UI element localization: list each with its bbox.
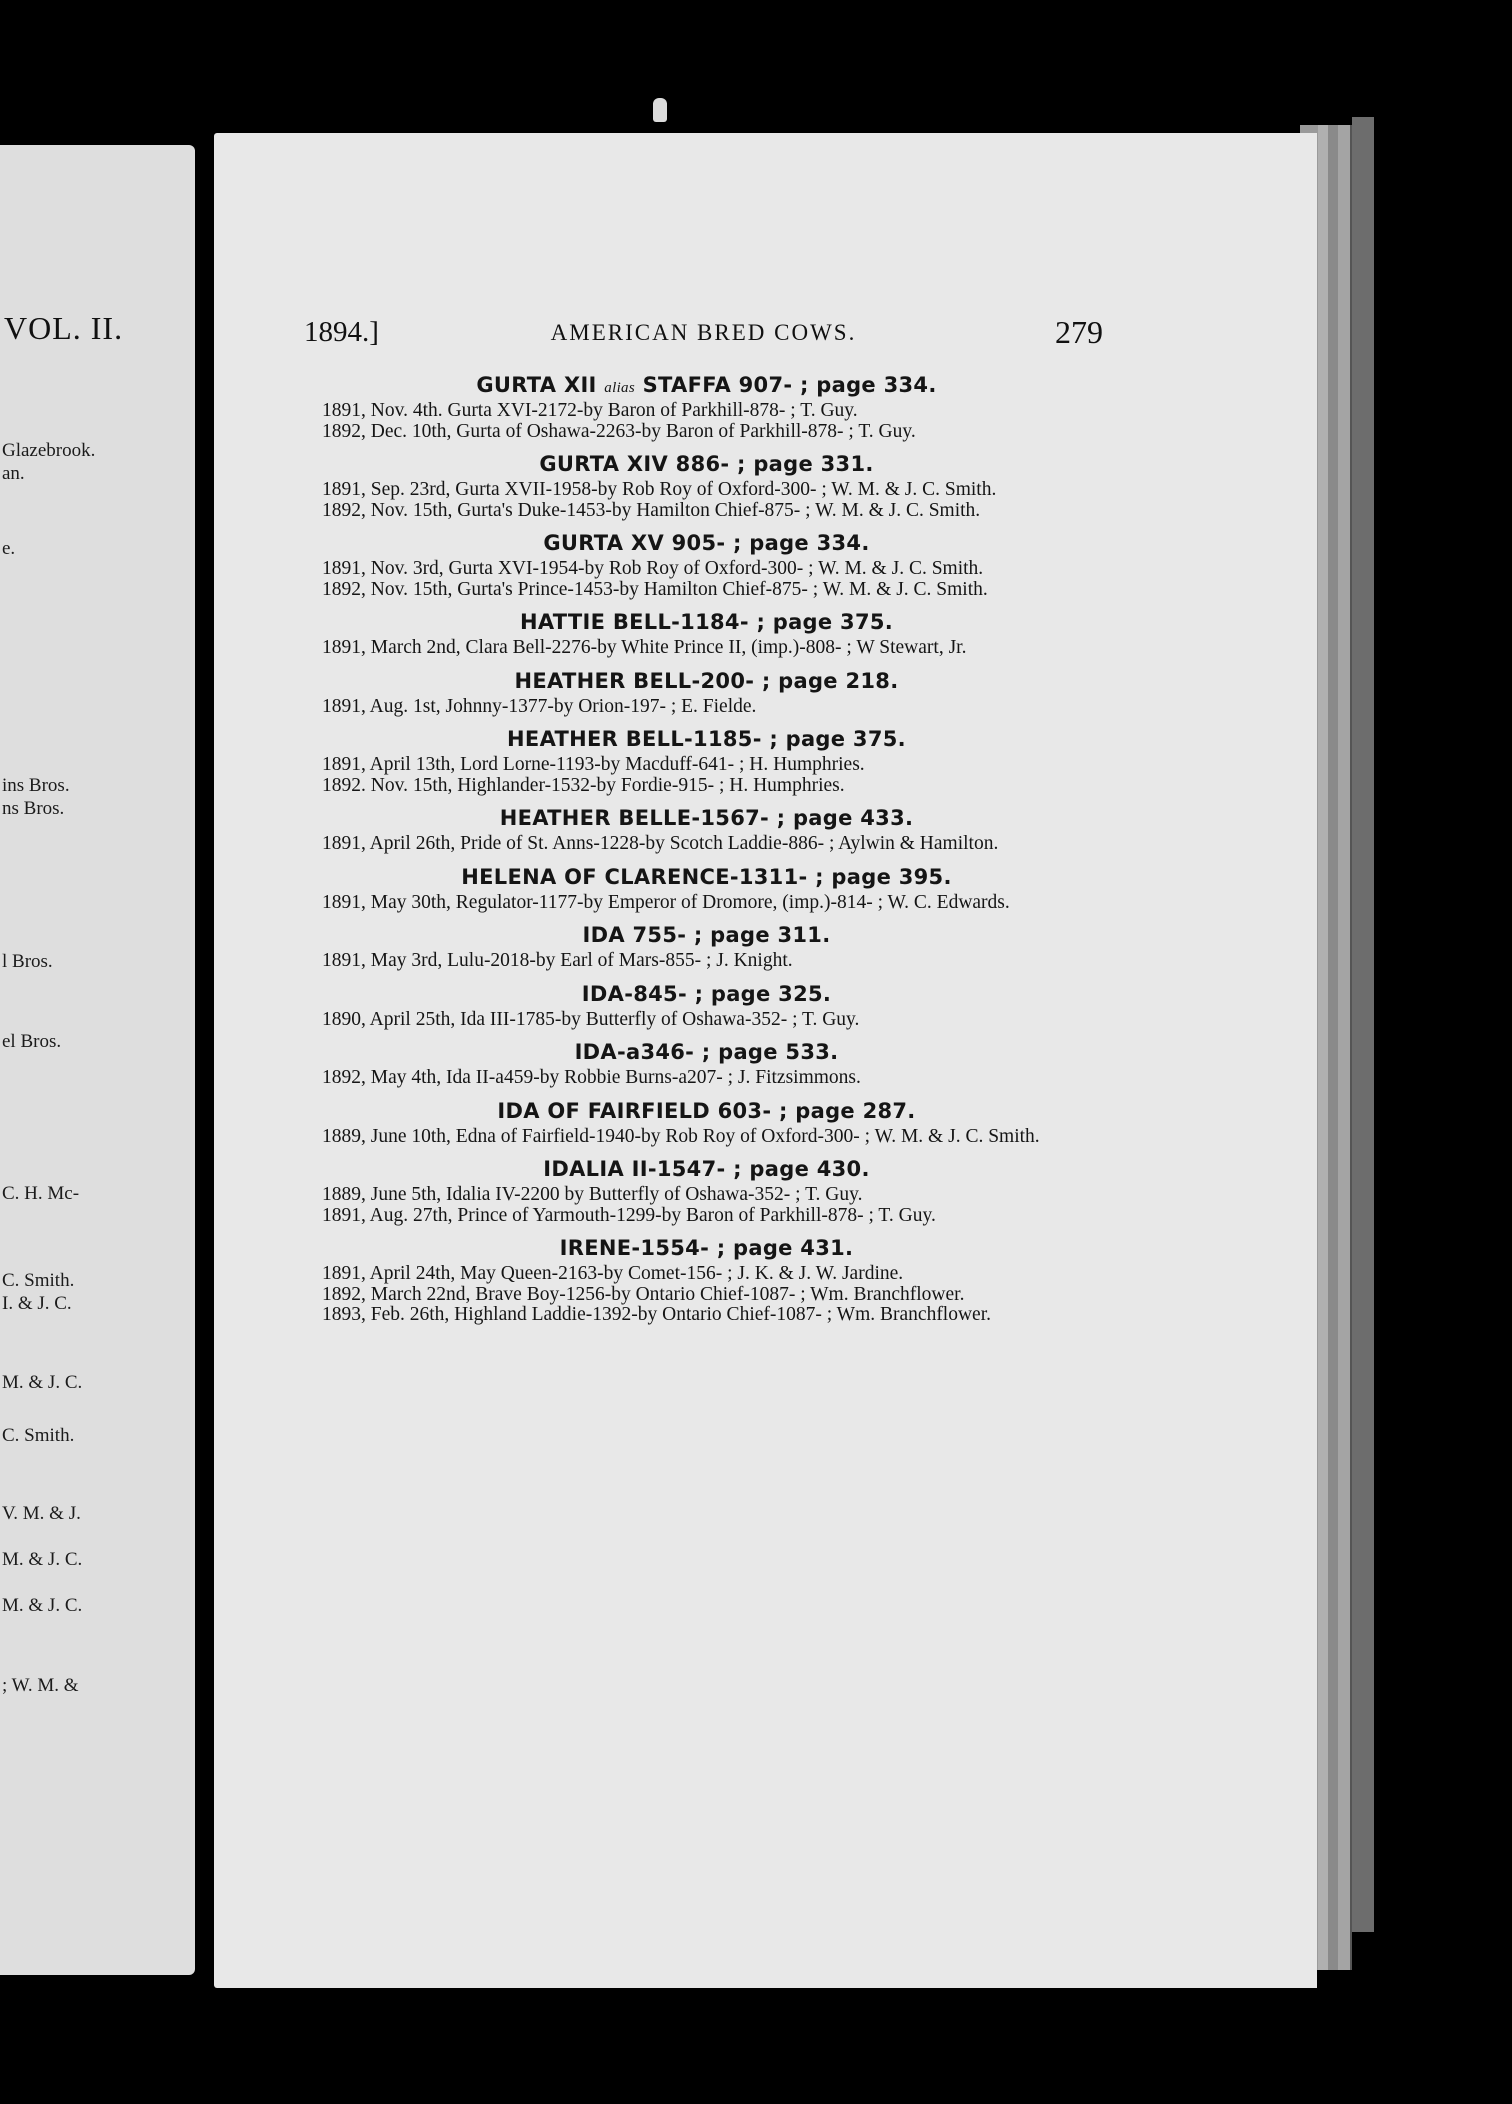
breeding-record: 1892, March 22nd, Brave Boy-1256-by Ontario Chief-1087- ; Wm. Branchflower.: [322, 1283, 965, 1305]
left-page-fragment: V. M. & J.: [2, 1503, 81, 1524]
entry-heading: GURTA XIV 886- ; page 331.: [539, 452, 874, 476]
header-year: 1894.]: [304, 316, 379, 348]
entry-heading: IDA-a346- ; page 533.: [574, 1040, 839, 1064]
breeding-record: 1892, May 4th, Ida II-a459-by Robbie Burns-a207- ; J. Fitzsimmons.: [322, 1067, 861, 1088]
breeding-record: 1892, Nov. 15th, Gurta's Prince-1453-by Hamilton Chief-875- ; W. M. & J. C. Smith.: [322, 578, 988, 600]
left-page-fragment: e.: [2, 538, 16, 559]
entry-heading: HEATHER BELL-200- ; page 218.: [514, 668, 899, 693]
running-header: [304, 316, 1103, 354]
book-cover-edge: [1352, 117, 1374, 1932]
entry-heading: IDALIA II-1547- ; page 430.: [543, 1157, 870, 1181]
left-page-fragment: ; W. M. &: [2, 1675, 79, 1696]
entry-heading: IRENE-1554- ; page 431.: [559, 1236, 854, 1260]
breeding-record: 1889, June 5th, Idalia IV-2200 by Butterfly of Oshawa-352- ; T. Guy.: [322, 1184, 863, 1205]
breeding-record: 1889, June 10th, Edna of Fairfield-1940-by Rob Roy of Oxford-300- ; W. M. & J. C. Smith.: [322, 1125, 1040, 1147]
left-page-fragment: Glazebrook.: [2, 440, 96, 461]
breeding-record: 1891, May 30th, Regulator-1177-by Emperor of Dromore, (imp.)-814- ; W. C. Edwards.: [322, 891, 1010, 913]
page-number: 279: [1055, 314, 1103, 350]
left-page-fragment: C. Smith.: [2, 1425, 75, 1446]
breeding-record: 1891, April 13th, Lord Lorne-1193-by Macduff-641- ; H. Humphries.: [322, 754, 865, 775]
breeding-record: 1891, Nov. 4th. Gurta XVI-2172-by Baron of Parkhill-878- ; T. Guy.: [322, 400, 858, 421]
left-page-fragment: M. & J. C.: [2, 1372, 83, 1393]
left-page-fragment: ns Bros.: [2, 798, 65, 819]
entry-heading: HATTIE BELL-1184- ; page 375.: [519, 610, 894, 634]
entry-heading: HEATHER BELL-1185- ; page 375.: [507, 727, 906, 751]
page-edge: [1338, 125, 1352, 1970]
breeding-record: 1891, Sep. 23rd, Gurta XVII-1958-by Rob Roy of Oxford-300- ; W. M. & J. C. Smith.: [322, 479, 997, 500]
left-page-fragment: I. & J. C.: [2, 1293, 72, 1314]
breeding-record: 1892, Dec. 10th, Gurta of Oshawa-2263-by Baron of Parkhill-878- ; T. Guy.: [322, 420, 916, 442]
breeding-record: 1891, Nov. 3rd, Gurta XVI-1954-by Rob Roy of Oxford-300- ; W. M. & J. C. Smith.: [322, 558, 984, 579]
breeding-record: 1893, Feb. 26th, Highland Laddie-1392-by Ontario Chief-1087- ; Wm. Branchflower.: [322, 1304, 992, 1325]
breeding-record: 1890, April 25th, Ida III-1785-by Butterfly of Oshawa-352- ; T. Guy.: [322, 1008, 860, 1030]
left-page-fragment: M. & J. C.: [2, 1595, 83, 1616]
left-page-fragment: M. & J. C.: [2, 1549, 83, 1570]
entry-alias-name: STAFFA: [642, 373, 732, 397]
breeding-record: 1891, May 3rd, Lulu-2018-by Earl of Mars-855- ; J. Knight.: [322, 950, 793, 971]
right-page: [214, 133, 1317, 1988]
breeding-record: 1891, April 26th, Pride of St. Anns-1228-by Scotch Laddie-886- ; Aylwin & Hamilton.: [322, 833, 999, 854]
header-title: AMERICAN BRED COWS.: [550, 320, 857, 345]
breeding-record: 1892. Nov. 15th, Highlander-1532-by Fordie-915- ; H. Humphries.: [322, 774, 845, 796]
breeding-record: 1891, Aug. 1st, Johnny-1377-by Orion-197- ; E. Fielde.: [322, 695, 757, 717]
alias-word: alias: [604, 380, 635, 396]
entry-heading: GURTA XV 905- ; page 334.: [543, 531, 870, 555]
left-page-fragment: C. Smith.: [2, 1270, 75, 1291]
breeding-record: 1891, Aug. 27th, Prince of Yarmouth-1299-by Baron of Parkhill-878- ; T. Guy.: [322, 1204, 936, 1226]
entry-heading: HEATHER BELLE-1567- ; page 433.: [499, 806, 914, 830]
left-page-fragment: an.: [2, 463, 25, 484]
breeding-record: 1892, Nov. 15th, Gurta's Duke-1453-by Hamilton Chief-875- ; W. M. & J. C. Smith.: [322, 499, 981, 521]
binding-pin: [653, 98, 667, 122]
left-page-header: VOL. II.: [4, 310, 124, 346]
left-page-fragment: l Bros.: [2, 951, 53, 972]
entry-heading: IDA 755- ; page 311.: [582, 923, 831, 947]
entry-heading: IDA-845- ; page 325.: [581, 981, 832, 1006]
entry-heading: HELENA OF CLARENCE-1311- ; page 395.: [461, 864, 952, 889]
entry-heading: [300, 371, 1113, 401]
entries: [300, 371, 1113, 1326]
breeding-record: 1891, March 2nd, Clara Bell-2276-by White Prince II, (imp.)-808- ; W Stewart, Jr.: [322, 637, 967, 658]
entry-name: GURTA XII: [476, 373, 597, 397]
left-page-fragment: C. H. Mc-: [2, 1183, 80, 1204]
breeding-record: 1891, April 24th, May Queen-2163-by Comet-156- ; J. K. & J. W. Jardine.: [322, 1263, 904, 1284]
entry-heading: IDA OF FAIRFIELD 603- ; page 287.: [497, 1098, 916, 1123]
left-page: [0, 145, 195, 1975]
left-page-fragment: el Bros.: [2, 1031, 62, 1052]
left-page-fragment: ins Bros.: [2, 775, 70, 796]
entry-heading-rest: 907- ; page 334.: [731, 373, 937, 397]
